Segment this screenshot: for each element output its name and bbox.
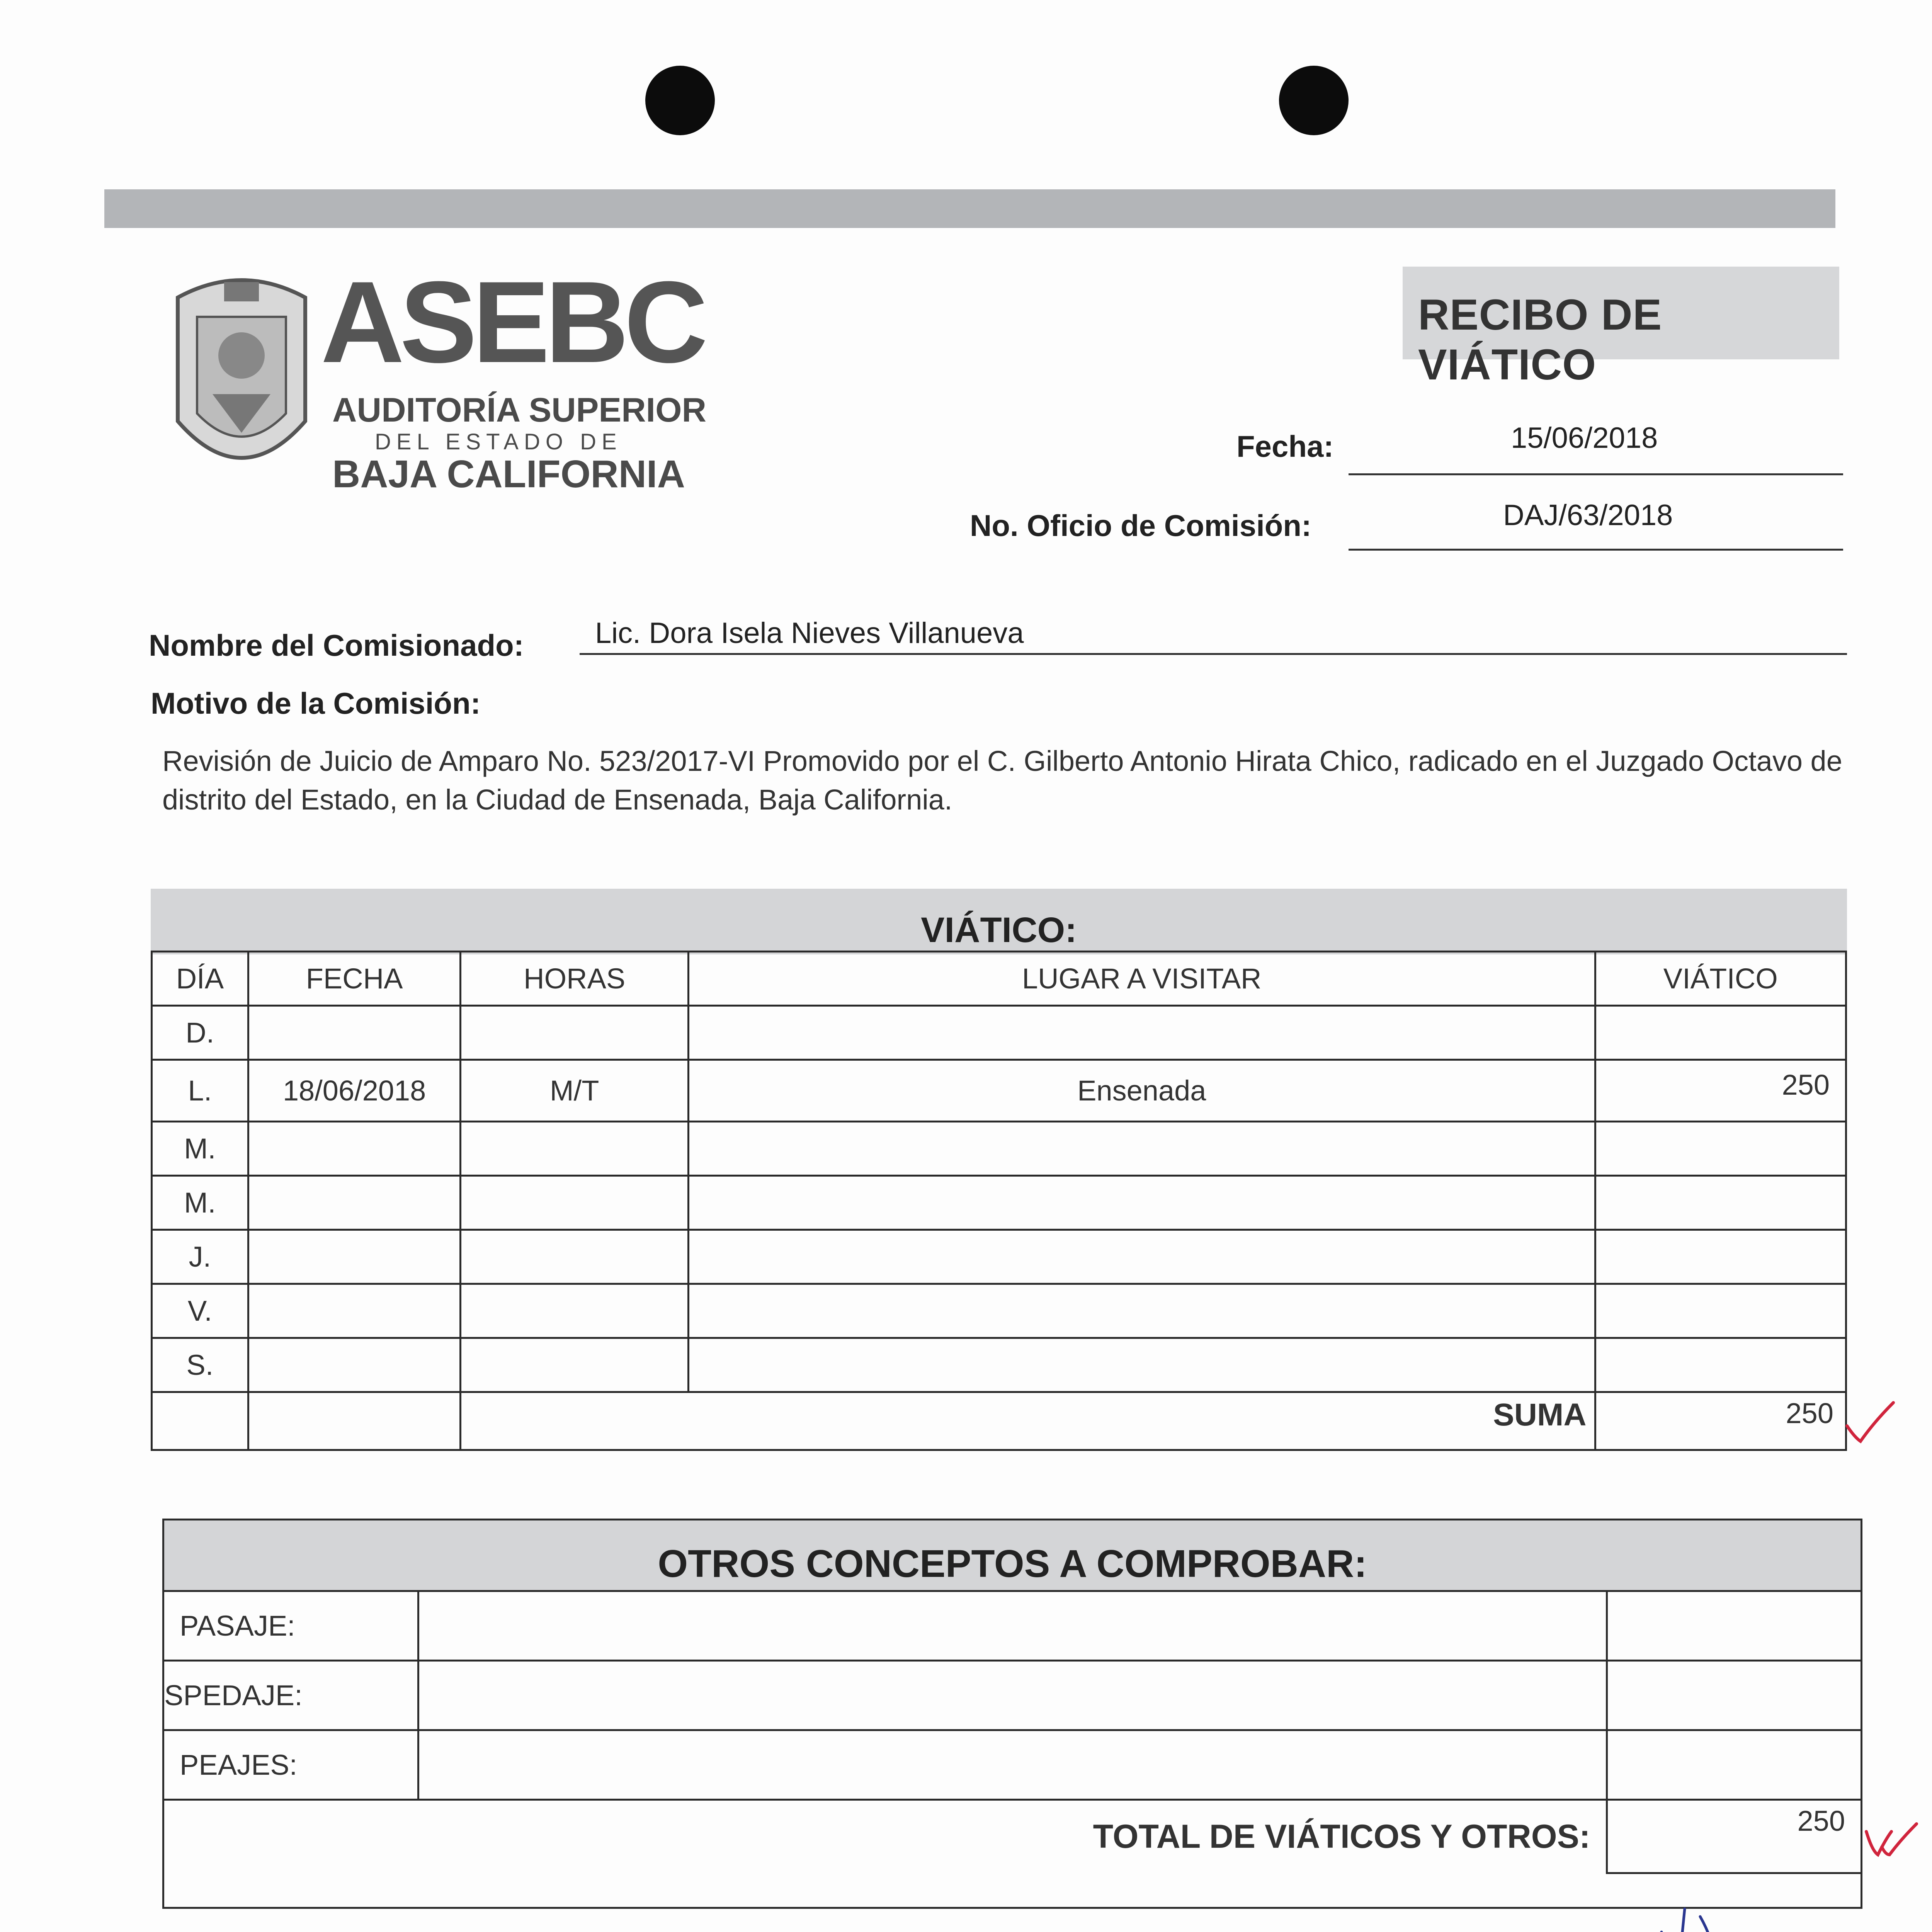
table-row: [163, 1661, 1862, 1730]
viatico-section-title: VIÁTICO:: [921, 910, 1077, 950]
nombre-underline: [580, 653, 1847, 655]
suma-row: [152, 1392, 1846, 1450]
col-header-lugar: LUGAR A VISITAR: [688, 952, 1595, 1006]
logo-line1: AUDITORÍA SUPERIOR: [332, 391, 707, 429]
suma-label: SUMA: [461, 1392, 1595, 1450]
otros-label-hospedaje: SPEDAJE:: [163, 1661, 418, 1730]
nombre-value: Lic. Dora Isela Nieves Villanueva: [595, 617, 1024, 650]
coat-of-arms-icon: [166, 267, 317, 495]
cell-lugar: [688, 1122, 1595, 1176]
cell-horas: [461, 1230, 688, 1284]
otros-section-title: OTROS CONCEPTOS A COMPROBAR:: [658, 1542, 1367, 1585]
cell-dia: D.: [152, 1006, 248, 1060]
table-row: [152, 1060, 1846, 1122]
cell-lugar: [688, 1230, 1595, 1284]
suma-blank-dia: [152, 1392, 248, 1450]
cell-dia: M.: [152, 1176, 248, 1230]
cell-horas: [461, 1006, 688, 1060]
cell-viatico: [1595, 1338, 1846, 1392]
table-row: [152, 1176, 1846, 1230]
asebc-logo: [166, 257, 707, 502]
cell-lugar: Ensenada: [688, 1060, 1595, 1122]
col-header-viatico: VIÁTICO: [1595, 952, 1846, 1006]
cell-dia: M.: [152, 1122, 248, 1176]
otros-desc: [418, 1661, 1607, 1730]
cell-fecha: [248, 1230, 461, 1284]
cell-fecha: [248, 1122, 461, 1176]
cell-fecha: [248, 1006, 461, 1060]
top-gray-bar: [104, 189, 1835, 228]
fecha-label: Fecha:: [1236, 429, 1334, 463]
cell-horas: [461, 1122, 688, 1176]
table-row: [152, 1284, 1846, 1338]
cell-fecha: [248, 1284, 461, 1338]
table-row: [152, 1122, 1846, 1176]
punch-hole-right: [1279, 66, 1349, 135]
cell-dia: V.: [152, 1284, 248, 1338]
motivo-label: Motivo de la Comisión:: [151, 686, 481, 720]
logo-acronym: ASEBC: [321, 257, 704, 387]
cell-fecha: [248, 1176, 461, 1230]
cell-dia: S.: [152, 1338, 248, 1392]
table-row: [152, 1006, 1846, 1060]
otros-table: [162, 1590, 1862, 1874]
punch-hole-left: [645, 66, 715, 135]
cell-dia: J.: [152, 1230, 248, 1284]
cell-lugar: [688, 1006, 1595, 1060]
table-row: [163, 1591, 1862, 1661]
otros-value: [1607, 1591, 1861, 1661]
oficio-underline: [1349, 549, 1843, 551]
table-row: [163, 1730, 1862, 1800]
total-value: 250: [1607, 1800, 1861, 1873]
fecha-underline: [1349, 473, 1843, 475]
cell-lugar: [688, 1338, 1595, 1392]
cell-dia: L.: [152, 1060, 248, 1122]
logo-line3: BAJA CALIFORNIA: [332, 452, 685, 496]
table-row: [152, 1338, 1846, 1392]
document-title: RECIBO DE VIÁTICO: [1418, 291, 1662, 389]
fecha-value: 15/06/2018: [1511, 422, 1658, 454]
viatico-header-row: [152, 952, 1846, 1006]
otros-label-peajes: PEAJES:: [163, 1730, 418, 1800]
otros-section-header: [164, 1520, 1861, 1590]
cell-viatico: 250: [1595, 1060, 1846, 1122]
viatico-section-header: [151, 889, 1847, 954]
cell-horas: M/T: [461, 1060, 688, 1122]
otros-section: [162, 1519, 1862, 1909]
total-row: [163, 1800, 1862, 1873]
cell-viatico: [1595, 1284, 1846, 1338]
suma-value: 250: [1595, 1392, 1846, 1450]
col-header-horas: HORAS: [461, 952, 688, 1006]
cell-viatico: [1595, 1006, 1846, 1060]
total-label: TOTAL DE VIÁTICOS Y OTROS:: [163, 1800, 1607, 1873]
cell-fecha: 18/06/2018: [248, 1060, 461, 1122]
viatico-table: [151, 951, 1847, 1451]
cell-fecha: [248, 1338, 461, 1392]
otros-value: [1607, 1661, 1861, 1730]
oficio-label: No. Oficio de Comisión:: [970, 509, 1312, 543]
title-box: [1403, 267, 1839, 389]
check-mark-icon: [1862, 1816, 1920, 1862]
cell-viatico: [1595, 1230, 1846, 1284]
cell-lugar: [688, 1284, 1595, 1338]
signature-entrego: [726, 1928, 1306, 1932]
oficio-value: DAJ/63/2018: [1503, 499, 1673, 532]
check-mark-icon: [1843, 1399, 1897, 1449]
otros-desc: [418, 1591, 1607, 1661]
col-header-dia: DÍA: [152, 952, 248, 1006]
table-row: [152, 1230, 1846, 1284]
cell-viatico: [1595, 1176, 1846, 1230]
signature-recibi: [1468, 1893, 1835, 1932]
motivo-text: Revisión de Juicio de Amparo No. 523/2017-VI Promovido por el C. Gilberto Antonio Hirata Chico, radicado en el Juzgado Octavo de distrito del Estado, en la Ciudad de Ensenada, Baja California.: [162, 745, 1842, 816]
col-header-fecha: FECHA: [248, 952, 461, 1006]
cell-lugar: [688, 1176, 1595, 1230]
suma-blank-fecha: [248, 1392, 461, 1450]
logo-line2: DEL ESTADO DE: [375, 429, 622, 454]
otros-label-pasaje: PASAJE:: [163, 1591, 418, 1661]
otros-value: [1607, 1730, 1861, 1800]
nombre-label: Nombre del Comisionado:: [149, 628, 524, 662]
cell-horas: [461, 1176, 688, 1230]
cell-viatico: [1595, 1122, 1846, 1176]
cell-horas: [461, 1284, 688, 1338]
otros-desc: [418, 1730, 1607, 1800]
cell-horas: [461, 1338, 688, 1392]
